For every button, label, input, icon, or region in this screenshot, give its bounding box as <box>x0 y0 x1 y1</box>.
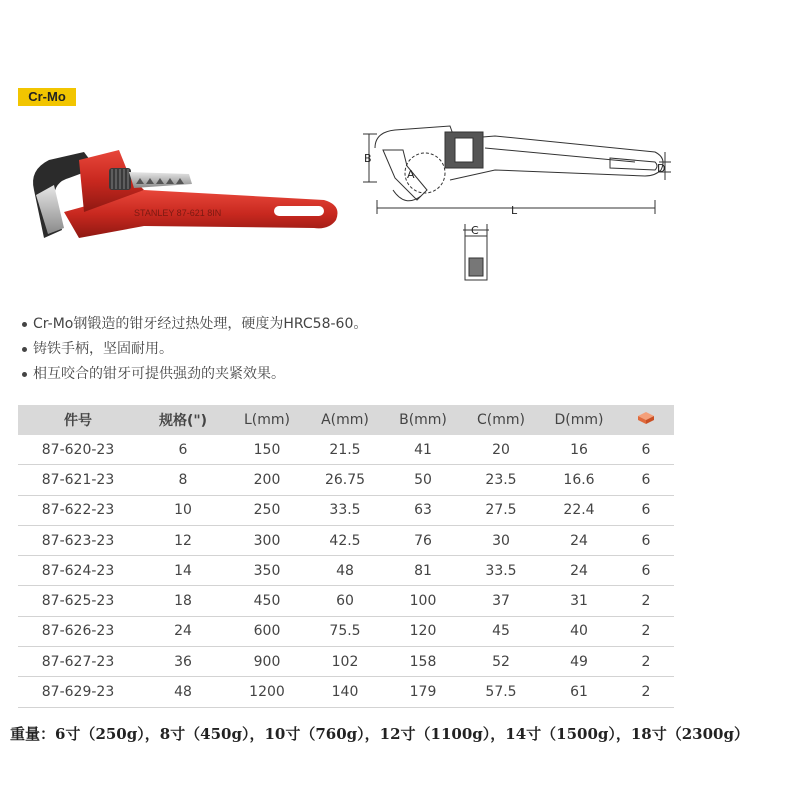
feature-item: Cr-Mo钢锻造的钳牙经过热处理，硬度为HRC58-60。 <box>22 312 367 337</box>
table-row <box>18 435 674 465</box>
table-row <box>18 647 674 677</box>
bullet-icon <box>22 372 27 377</box>
table-cell: 24 <box>540 556 618 586</box>
label-a: A <box>407 168 415 181</box>
table-cell: 27.5 <box>462 495 540 525</box>
table-cell: 23.5 <box>462 465 540 495</box>
table-cell: 450 <box>228 586 306 616</box>
table-cell: 100 <box>384 586 462 616</box>
table-cell: 30 <box>462 525 540 555</box>
table-cell: 50 <box>384 465 462 495</box>
table-cell: 31 <box>540 586 618 616</box>
table-cell: 42.5 <box>306 525 384 555</box>
table-cell: 21.5 <box>306 435 384 465</box>
feature-item: 铸铁手柄，坚固耐用。 <box>22 337 367 362</box>
table-cell: 120 <box>384 616 462 646</box>
table-row <box>18 495 674 525</box>
table-cell: 22.4 <box>540 495 618 525</box>
header-size: 规格(") <box>138 405 228 435</box>
table-cell: 36 <box>138 647 228 677</box>
table-cell: 2 <box>618 586 674 616</box>
table-cell: 6 <box>618 525 674 555</box>
table-cell: 48 <box>306 556 384 586</box>
table-cell: 20 <box>462 435 540 465</box>
spec-table <box>18 405 674 708</box>
weight-note: 重量：6寸（250g），8寸（450g），10寸（760g），12寸（1100g），14寸（1500g），18寸（2300g） <box>10 725 749 743</box>
table-cell: 87-621-23 <box>18 465 138 495</box>
table-cell: 2 <box>618 616 674 646</box>
header-pack <box>618 405 674 435</box>
header-d: D(mm) <box>540 405 618 435</box>
table-cell: 49 <box>540 647 618 677</box>
table-cell: 76 <box>384 525 462 555</box>
table-cell: 63 <box>384 495 462 525</box>
svg-text:STANLEY 87-621 8IN: STANLEY 87-621 8IN <box>134 208 222 218</box>
table-cell: 150 <box>228 435 306 465</box>
table-row <box>18 465 674 495</box>
table-cell: 16 <box>540 435 618 465</box>
package-box-icon <box>637 411 655 425</box>
table-cell: 24 <box>138 616 228 646</box>
label-b: B <box>364 152 372 165</box>
table-cell: 140 <box>306 677 384 707</box>
table-cell: 87-625-23 <box>18 586 138 616</box>
label-d: D <box>657 162 666 175</box>
table-cell: 33.5 <box>462 556 540 586</box>
table-cell: 81 <box>384 556 462 586</box>
table-cell: 102 <box>306 647 384 677</box>
table-cell: 6 <box>138 435 228 465</box>
table-cell: 41 <box>384 435 462 465</box>
header-part-no: 件号 <box>18 405 138 435</box>
table-cell: 87-623-23 <box>18 525 138 555</box>
table-cell: 179 <box>384 677 462 707</box>
table-row <box>18 556 674 586</box>
bullet-icon <box>22 347 27 352</box>
table-row <box>18 677 674 707</box>
table-cell: 158 <box>384 647 462 677</box>
table-cell: 52 <box>462 647 540 677</box>
dimension-diagram <box>355 118 675 293</box>
bullet-icon <box>22 322 27 327</box>
table-cell: 12 <box>138 525 228 555</box>
table-cell: 87-629-23 <box>18 677 138 707</box>
table-cell: 8 <box>138 465 228 495</box>
header-c: C(mm) <box>462 405 540 435</box>
table-cell: 2 <box>618 677 674 707</box>
table-cell: 87-627-23 <box>18 647 138 677</box>
header-l: L(mm) <box>228 405 306 435</box>
table-cell: 37 <box>462 586 540 616</box>
feature-item: 相互咬合的钳牙可提供强劲的夹紧效果。 <box>22 362 367 387</box>
feature-list <box>22 312 367 387</box>
table-cell: 87-624-23 <box>18 556 138 586</box>
table-cell: 6 <box>618 435 674 465</box>
header-b: B(mm) <box>384 405 462 435</box>
table-cell: 6 <box>618 495 674 525</box>
header-a: A(mm) <box>306 405 384 435</box>
table-cell: 33.5 <box>306 495 384 525</box>
table-cell: 57.5 <box>462 677 540 707</box>
table-row <box>18 586 674 616</box>
table-cell: 350 <box>228 556 306 586</box>
label-l: L <box>511 204 518 217</box>
table-cell: 75.5 <box>306 616 384 646</box>
table-cell: 45 <box>462 616 540 646</box>
table-cell: 300 <box>228 525 306 555</box>
table-cell: 61 <box>540 677 618 707</box>
table-cell: 2 <box>618 647 674 677</box>
table-cell: 10 <box>138 495 228 525</box>
table-cell: 900 <box>228 647 306 677</box>
table-cell: 40 <box>540 616 618 646</box>
table-cell: 24 <box>540 525 618 555</box>
table-cell: 1200 <box>228 677 306 707</box>
table-cell: 6 <box>618 465 674 495</box>
table-cell: 26.75 <box>306 465 384 495</box>
table-header-row <box>18 405 674 435</box>
label-c: C <box>471 224 479 237</box>
pipe-wrench-photo <box>24 150 344 250</box>
table-row <box>18 525 674 555</box>
table-cell: 600 <box>228 616 306 646</box>
table-cell: 48 <box>138 677 228 707</box>
table-cell: 18 <box>138 586 228 616</box>
table-cell: 60 <box>306 586 384 616</box>
table-cell: 87-620-23 <box>18 435 138 465</box>
material-badge: Cr-Mo <box>18 88 76 106</box>
table-cell: 14 <box>138 556 228 586</box>
table-cell: 200 <box>228 465 306 495</box>
table-cell: 250 <box>228 495 306 525</box>
table-row <box>18 616 674 646</box>
table-cell: 87-626-23 <box>18 616 138 646</box>
table-cell: 16.6 <box>540 465 618 495</box>
table-cell: 87-622-23 <box>18 495 138 525</box>
table-cell: 6 <box>618 556 674 586</box>
